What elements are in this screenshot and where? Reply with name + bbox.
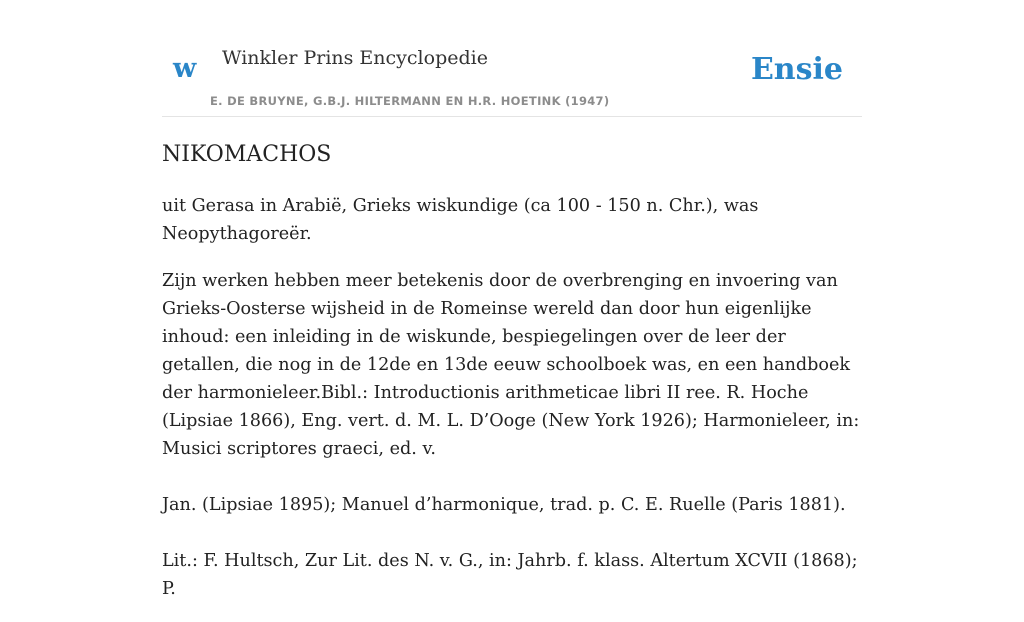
brand-logo[interactable]: Ensie <box>750 52 843 87</box>
entry-title: NIKOMACHOS <box>162 142 332 167</box>
article-page <box>162 0 862 599</box>
entry-paragraph: Jan. (Lipsiae 1895); Manuel d’harmonique, trad. p. C. E. Ruelle (Paris 1881). <box>162 495 846 515</box>
entry-body <box>162 192 862 622</box>
site-header <box>162 0 862 117</box>
publication-authors: E. DE BRUYNE, G.B.J. HILTERMANN EN H.R. HOETINK (1947) <box>210 94 610 108</box>
entry-paragraph: Zijn werken hebben meer betekenis door de overbrenging en invoering van Grieks-Oosterse wijsheid in de Romeinse wereld dan door hun eigenlijke inhoud: een inleiding in de wiskunde, bespiegelingen over de leer der getallen, die nog in de 12de en 13de eeuw schoolboek was, en een handboek der harmonieleer.Bibl.: Introductionis arithmeticae libri II ree. R. Hoche (Lipsiae 1866), Eng. vert. d. M. L. D’Ooge (New York 1926); Harmonieleer, in: Musici scriptores graeci, ed. v. <box>162 271 860 459</box>
entry-paragraph: Lit.: F. Hultsch, Zur Lit. des N. v. G., in: Jahrb. f. klass. Altertum XCVII (1868); P. <box>162 551 858 599</box>
entry-paragraph: uit Gerasa in Arabië, Grieks wiskundige (ca 100 - 150 n. Chr.), was Neopythagoreër. <box>162 196 759 244</box>
publication-logo[interactable]: w <box>173 53 197 84</box>
publication-title[interactable]: Winkler Prins Encyclopedie <box>222 47 488 69</box>
